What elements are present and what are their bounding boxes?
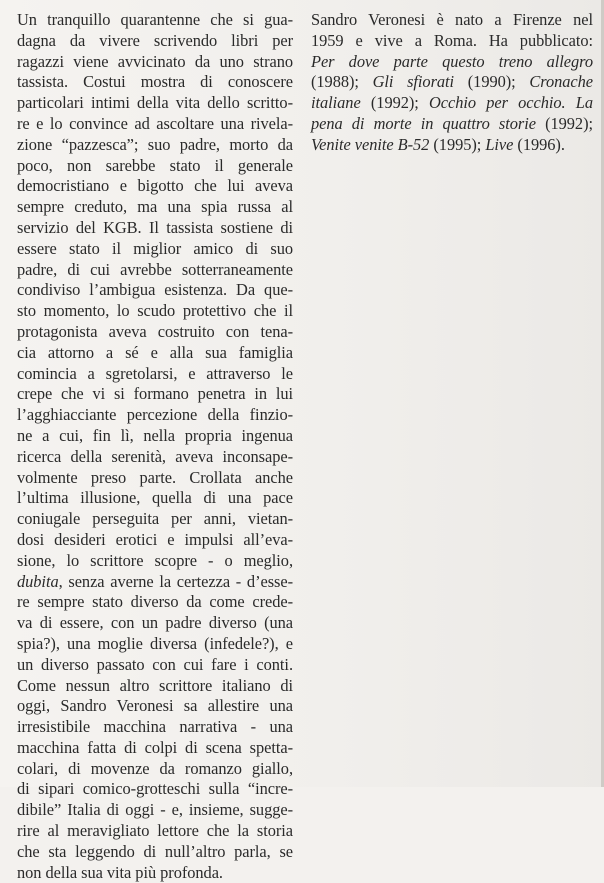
synopsis-line: non della sua vita più profonda. [17, 862, 223, 882]
synopsis-line: democristiano e bigotto che lui aveva [17, 176, 293, 196]
book-title: Cronache [529, 72, 594, 92]
bio-line [311, 135, 593, 156]
synopsis-line: poco, non sarebbe stato il generale [17, 155, 293, 175]
bio-text: (1990); [454, 72, 530, 92]
book-title: pena di morte in quattro storie [311, 113, 536, 133]
synopsis-line: condiviso l’ambigua esistenza. Da que- [17, 280, 293, 300]
synopsis-line: re sempre stato diverso da come crede- [17, 592, 293, 612]
synopsis-line: particolari intimi della vita dello scritto- [17, 93, 293, 113]
bio-text: (1996). [513, 134, 565, 154]
book-title: italiane [311, 93, 361, 113]
bio-line [311, 93, 593, 114]
synopsis-line: cia attorno a sé e alla sua famiglia [17, 342, 293, 362]
synopsis-line: coniugale perseguita per anni, vietan- [17, 509, 293, 529]
synopsis-line: ricerca della serenità, aveva inconsape- [17, 446, 293, 466]
synopsis-line: sione, lo scrittore scopre - o meglio, [17, 550, 293, 570]
bio-text: (1988); [311, 72, 373, 92]
synopsis-line: l’agghiacciante percezione della finzio- [17, 405, 293, 425]
synopsis-line: servizio del KGB. Il tassista sostiene di [17, 217, 293, 237]
synopsis-line: spia?), una moglie diversa (infedele?), e [17, 633, 293, 653]
synopsis-line: oggi, Sandro Veronesi sa allestire una [17, 696, 293, 716]
bio-line [311, 52, 593, 73]
synopsis-line: sempre creduto, ma una spia russa al [17, 197, 293, 217]
synopsis-line: comincia a sgretolarsi, e attraverso le [17, 363, 293, 383]
synopsis-line: tassista. Costui mostra di conoscere [17, 72, 293, 92]
bio-text: 1959 e vive a Roma. Ha pubblicato: [311, 30, 593, 50]
synopsis-line: zione “pazzesca”; suo padre, morto da [17, 134, 293, 154]
synopsis-line: ragazzi viene avvicinato da uno strano [17, 51, 293, 71]
author-bio-column [311, 10, 593, 156]
synopsis-line: va di essere, con un padre diverso (una [17, 613, 293, 633]
synopsis-line: dosi desideri erotici e impulsi all’eva- [17, 529, 293, 549]
synopsis-line: padre, di cui avrebbe sotterraneamente [17, 259, 293, 279]
italic-word: dubita [17, 571, 59, 591]
synopsis-line: di sipari comico-grotteschi sulla “incre- [17, 779, 293, 799]
synopsis-line: macchina fatta di colpi di scena spetta- [17, 737, 293, 757]
synopsis-line: sto momento, lo scudo protettivo che il [17, 301, 293, 321]
synopsis-line: ne a cui, fin lì, nella propria ingenua [17, 425, 293, 445]
bio-line [311, 72, 593, 93]
bio-text: (1992); [535, 113, 593, 133]
synopsis-line: dagna da vivere scrivendo libri per [17, 30, 293, 50]
synopsis-line: crepe che vi si formano penetra in lui [17, 384, 293, 404]
line-text: , senza averne la certezza - d’esse- [58, 571, 293, 591]
synopsis-line: protagonista aveva costruito con tena- [17, 321, 293, 341]
synopsis-line: volmente preso parte. Crollata anche [17, 467, 293, 487]
bio-line [311, 114, 593, 135]
synopsis-line: un diverso passato con cui fare i conti. [17, 654, 293, 674]
book-title: Per dove parte questo treno allegro [311, 51, 593, 71]
bio-text: (1992); [360, 93, 429, 113]
synopsis-line: essere stato il miglior amico di suo [17, 238, 293, 258]
synopsis-line: Un tranquillo quarantenne che si gua- [17, 10, 293, 29]
synopsis-line: irresistibile macchina narrativa - una [17, 717, 293, 737]
bio-line [311, 31, 593, 52]
synopsis-line: dibile” Italia di oggi - e, insieme, sugge- [17, 800, 293, 820]
bio-line [311, 10, 593, 31]
synopsis-line: Come nessun altro scrittore italiano di [17, 675, 293, 695]
book-title: Venite venite B-52 [311, 134, 430, 154]
book-title: Occhio per occhio. La [429, 93, 593, 113]
synopsis-line: colari, di movenze da romanzo giallo, [17, 758, 293, 778]
bio-text: Sandro Veronesi è nato a Firenze nel [311, 10, 593, 29]
book-title: Gli sfiorati [372, 72, 455, 92]
book-title: Live [485, 134, 514, 154]
synopsis-line: l’ultima illusione, quella di una pace [17, 488, 293, 508]
synopsis-line [17, 572, 293, 593]
synopsis-line: che sta leggendo di null’altro parla, se [17, 841, 293, 861]
synopsis-line: rire al meravigliato lettore che la storia [17, 821, 293, 841]
synopsis-column [17, 10, 293, 883]
synopsis-line: re e lo convince ad ascoltare una rivela- [17, 113, 293, 133]
bio-text: (1995); [429, 134, 486, 154]
